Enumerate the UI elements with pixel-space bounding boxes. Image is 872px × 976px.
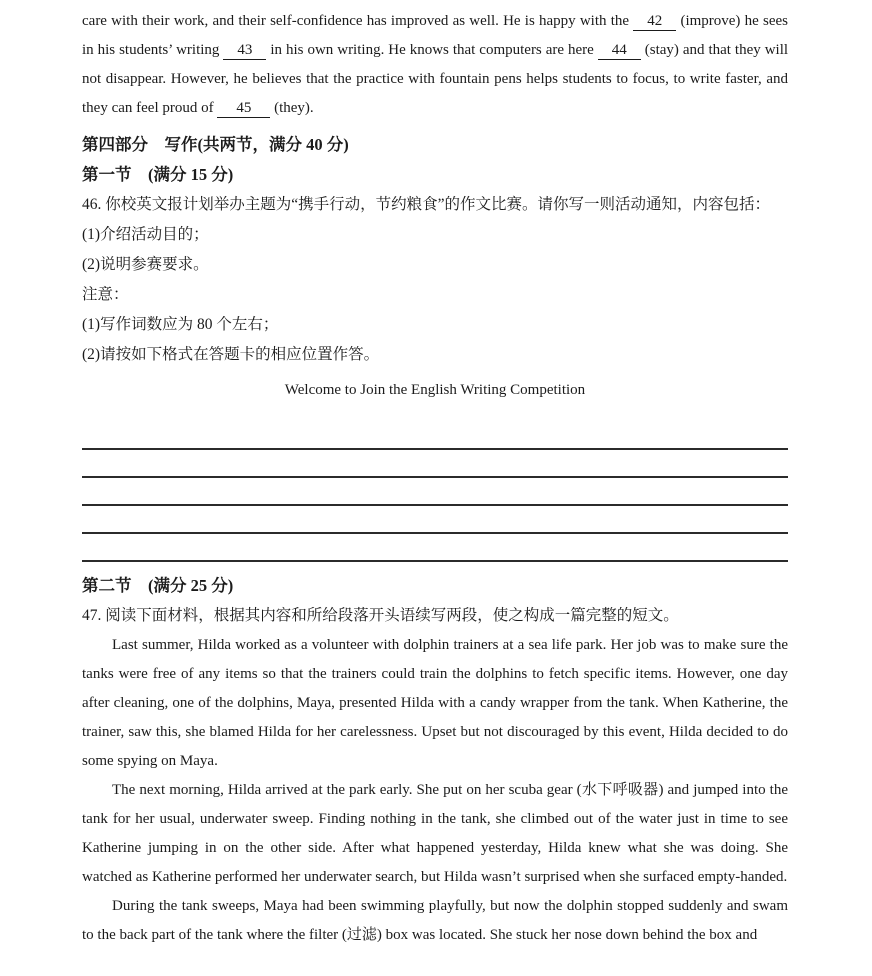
- answer-lines: [82, 422, 788, 562]
- blank-45: 45: [217, 100, 270, 118]
- cloze-segment: (improve) he sees in his students’ writing: [82, 13, 788, 58]
- cloze-paragraph: [82, 7, 788, 123]
- blank-42: 42: [633, 13, 676, 31]
- cloze-segment: care with their work, and their self-confidence has improved as well. He is happy with the: [82, 13, 630, 29]
- answer-line: [82, 534, 788, 562]
- competition-title: Welcome to Join the English Writing Competition: [284, 382, 586, 398]
- q46-stem: 46. 你校英文报计划举办主题为“携手行动，节约粮食”的作文比赛。请你写一则活动通知，内容包括：: [82, 196, 771, 213]
- answer-line: [82, 450, 788, 478]
- section4-header: 第四部分 写作(共两节，满分 40 分): [82, 135, 349, 154]
- q46-point1: (1)介绍活动目的；: [82, 226, 209, 243]
- q47-para1: Last summer, Hilda worked as a volunteer with dolphin trainers at a sea life park. Her job was to make sure the tanks were free of any items so that the trainers could train the dolphins to fetch specific items. However, one day after cleaning, one of the dolphins, Maya, presented Hilda with a candy wrapper from the tank. When Katherine, the trainer, saw this, she blamed Hilda for her carelessness. Upset but not discouraged by this event, Hilda decided to do some spying on Maya.: [82, 637, 788, 769]
- q46-note2: (2)请按如下格式在答题卡的相应位置作答。: [82, 346, 380, 363]
- cloze-segment: (stay) and that they will not disappear. However, he believes that the practice with fountain pens helps students to focus, to write faster, and they can feel proud of: [82, 42, 789, 116]
- q46-note-label: 注意：: [82, 286, 129, 303]
- blank-43: 43: [223, 42, 266, 60]
- part2-header: 第二节 (满分 25 分): [82, 576, 234, 595]
- q47-para2: The next morning, Hilda arrived at the park early. She put on her scuba gear (水下呼吸器) and jumped into the tank for her usual, underwater sweep. Finding nothing in the tank, she climbed out of the water just in time to see Katherine jumping in on the other side. After what happened yesterday, Hilda knew what she was doing. She watched as Katherine performed her underwater search, but Hilda wasn’t surprised when she surfaced empty-handed.: [82, 782, 788, 885]
- q46-note1: (1)写作词数应为 80 个左右；: [82, 316, 279, 333]
- cloze-segment: (they).: [274, 100, 314, 116]
- cloze-segment: in his own writing. He knows that computers are here: [270, 42, 594, 58]
- answer-line: [82, 478, 788, 506]
- answer-line: [82, 422, 788, 450]
- q46-point2: (2)说明参赛要求。: [82, 256, 209, 273]
- answer-line: [82, 506, 788, 534]
- q47-para3: During the tank sweeps, Maya had been swimming playfully, but now the dolphin stopped suddenly and swam to the back part of the tank where the filter (过滤) box was located. She stuck her nose down behind the box and: [82, 898, 788, 943]
- part1-header: 第一节 (满分 15 分): [82, 165, 234, 184]
- q47-stem: 47. 阅读下面材料，根据其内容和所给段落开头语续写两段，使之构成一篇完整的短文。: [82, 607, 679, 624]
- blank-44: 44: [598, 42, 641, 60]
